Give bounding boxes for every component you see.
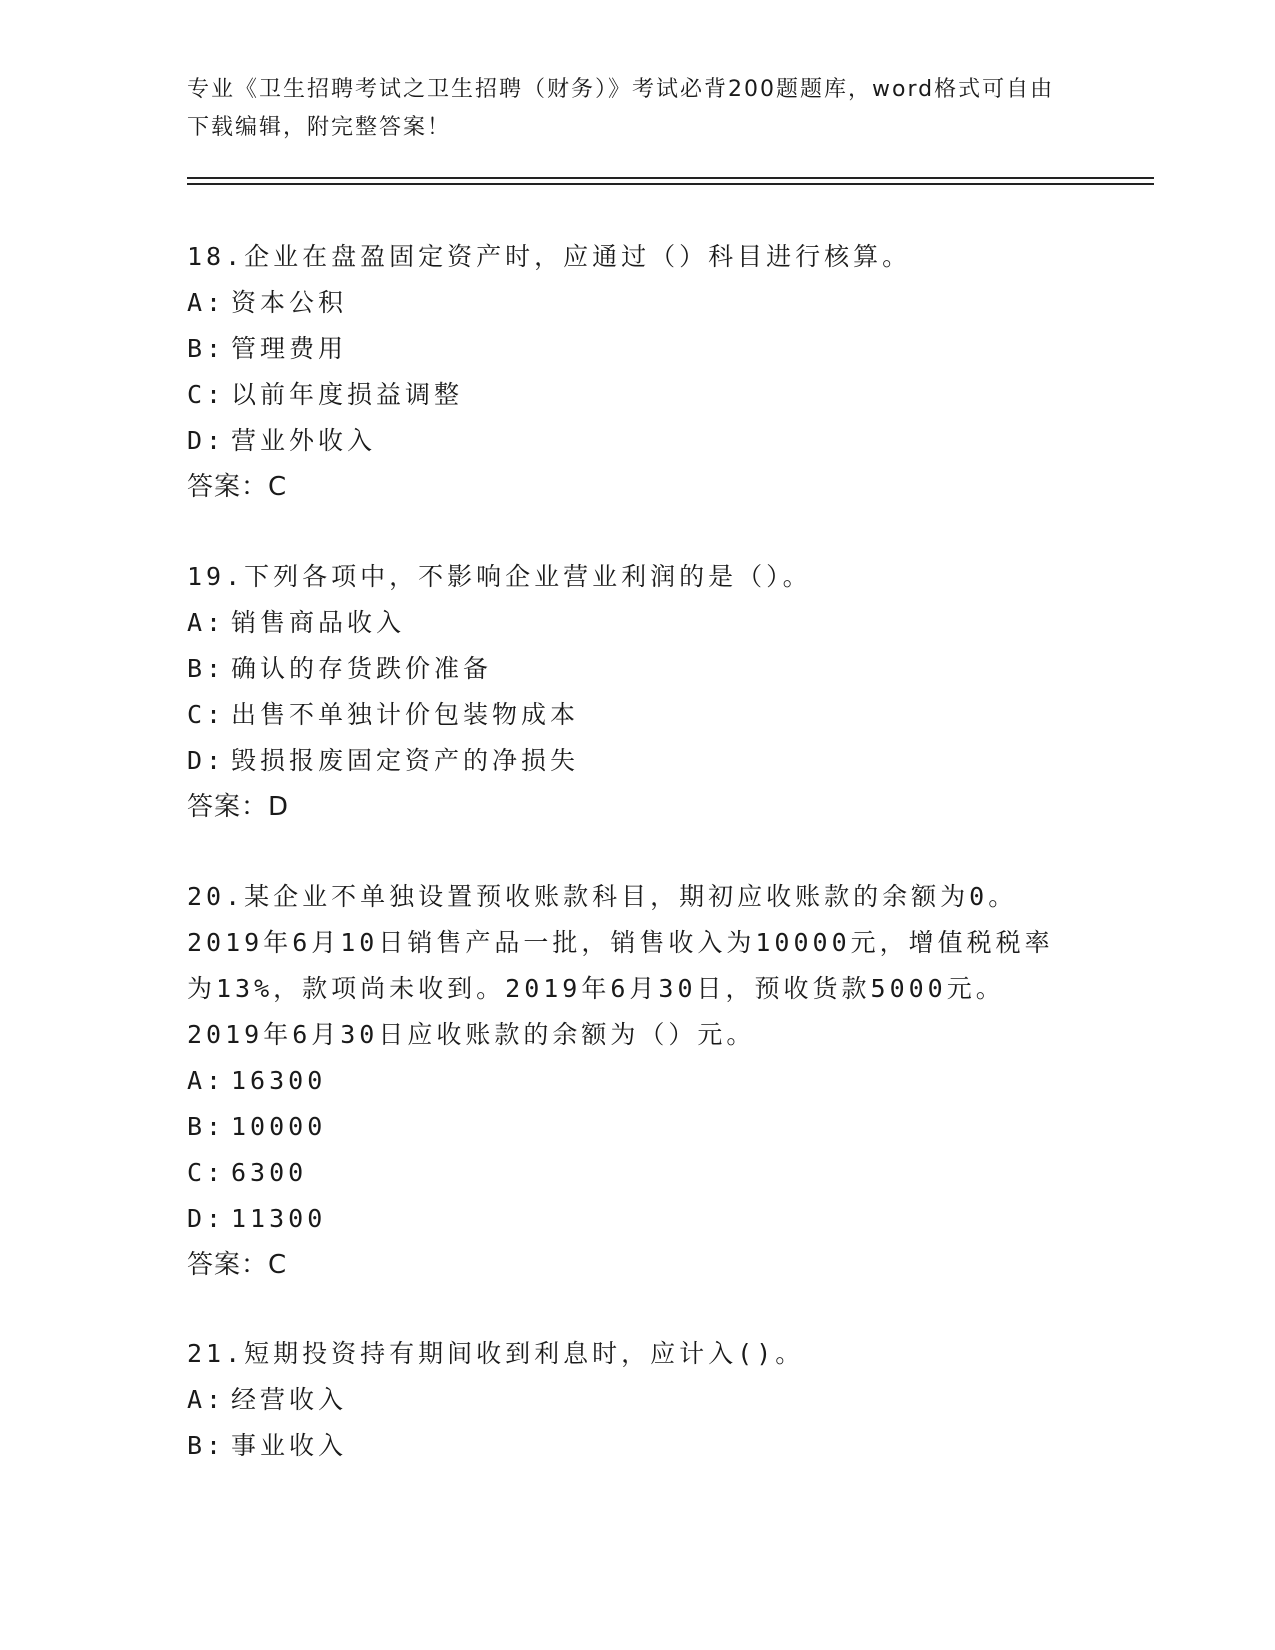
question-21	[187, 1331, 1067, 1469]
option-c	[187, 692, 1067, 738]
option-a	[187, 1377, 1067, 1423]
option-text: 6300	[231, 1158, 308, 1187]
option-text: 资本公积	[231, 288, 348, 317]
answer-line: 答案：C	[187, 472, 288, 502]
option-d	[187, 738, 1067, 784]
option-text: 确认的存货跌价准备	[231, 654, 493, 683]
header-divider-top	[187, 177, 1154, 179]
option-text: 11300	[231, 1204, 327, 1233]
option-letter: A:	[187, 288, 226, 317]
option-a	[187, 600, 1067, 646]
option-a	[187, 280, 1067, 326]
answer-line: 答案：C	[187, 1250, 288, 1280]
question-18	[187, 234, 1067, 510]
option-a	[187, 1058, 1067, 1104]
option-text: 事业收入	[231, 1431, 348, 1460]
option-letter: C:	[187, 700, 226, 729]
option-b	[187, 1423, 1067, 1469]
option-c	[187, 372, 1067, 418]
option-d	[187, 1196, 1067, 1242]
option-letter: B:	[187, 654, 226, 683]
option-letter: C:	[187, 1158, 226, 1187]
option-text: 经营收入	[231, 1385, 348, 1414]
question-19	[187, 554, 1067, 830]
option-text: 10000	[231, 1112, 327, 1141]
answer-line: 答案：D	[187, 792, 290, 822]
option-letter: D:	[187, 1204, 226, 1233]
question-stem: 21.短期投资持有期间收到利息时，应计入()。	[187, 1339, 805, 1368]
option-letter: C:	[187, 380, 226, 409]
question-stem: 20.某企业不单独设置预收账款科目，期初应收账款的余额为0。2019年6月10日销售产品一批，销售收入为10000元，增值税税率为13%，款项尚未收到。2019年6月30日，预收货款5000元。2019年6月30日应收账款的余额为（）元。	[187, 882, 1054, 1049]
question-20	[187, 874, 1067, 1288]
option-letter: A:	[187, 608, 226, 637]
option-b	[187, 646, 1067, 692]
option-c	[187, 1150, 1067, 1196]
option-text: 16300	[231, 1066, 327, 1095]
option-text: 管理费用	[231, 334, 348, 363]
question-stem: 18.企业在盘盈固定资产时，应通过（）科目进行核算。	[187, 242, 912, 271]
option-letter: B:	[187, 1431, 226, 1460]
option-letter: B:	[187, 334, 226, 363]
option-letter: D:	[187, 426, 226, 455]
option-d	[187, 418, 1067, 464]
option-b	[187, 326, 1067, 372]
option-text: 出售不单独计价包装物成本	[231, 700, 580, 729]
document-header: 专业《卫生招聘考试之卫生招聘（财务）》考试必背200题题库，word格式可自由下载编辑，附完整答案！	[187, 77, 1055, 140]
option-b	[187, 1104, 1067, 1150]
option-letter: D:	[187, 746, 226, 775]
option-text: 以前年度损益调整	[231, 380, 464, 409]
header-divider-bottom	[187, 183, 1154, 185]
option-text: 销售商品收入	[231, 608, 406, 637]
option-letter: A:	[187, 1385, 226, 1414]
option-text: 毁损报废固定资产的净损失	[231, 746, 580, 775]
option-letter: A:	[187, 1066, 226, 1095]
option-letter: B:	[187, 1112, 226, 1141]
option-text: 营业外收入	[231, 426, 377, 455]
question-stem: 19.下列各项中，不影响企业营业利润的是（）。	[187, 562, 812, 591]
